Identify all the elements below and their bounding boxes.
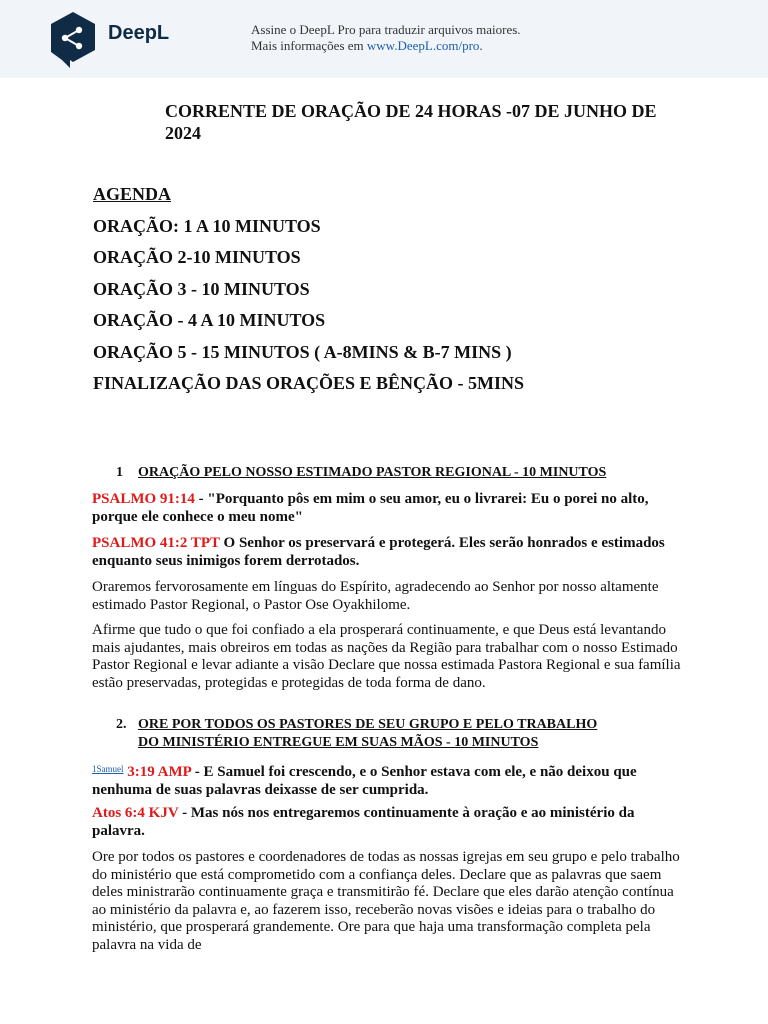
- banner-line-2-suffix: .: [479, 38, 483, 53]
- agenda: [93, 183, 524, 394]
- section-1-verse-1: [92, 491, 682, 526]
- verse-text: - Mas nós nos entregaremos continuamente à oração e ao ministério da palavra.: [92, 805, 635, 839]
- banner-line-2: [251, 38, 521, 54]
- section-2-verse-1: [92, 761, 682, 799]
- section-1-heading: [116, 464, 606, 482]
- section-2-paragraph-1: Ore por todos os pastores e coordenadores de todas as nossas igrejas em seu grupo e pelo trabalho do ministério que está comprometido com a confiança deles. Declare que as palavras que saem deles ministrarão continuamente graça e transmitirão fé. Declare que eles darão atenção contínua ao ministério da palavra e, ao fazerem isso, receberão novas visões e ideias para o trabalho do ministério, que prosperará grandemente. Ore para que haja uma transformação completa pela palavra na vida de: [92, 849, 680, 953]
- section-2-heading: [116, 716, 597, 752]
- deepl-banner: [0, 0, 768, 78]
- verse-text: - "Porquanto pôs em mim o seu amor, eu o livrarei: Eu o porei no alto, porque ele conhece o meu nome": [92, 491, 649, 525]
- verse-reference: 3:19 AMP: [127, 764, 191, 780]
- bible-book-link[interactable]: 1Samuel: [92, 764, 124, 774]
- banner-note: [251, 22, 521, 54]
- agenda-item: ORAÇÃO 3 - 10 MINUTOS: [93, 278, 310, 299]
- agenda-item: ORAÇÃO: 1 A 10 MINUTOS: [93, 215, 321, 236]
- banner-line-1: Assine o DeepL Pro para traduzir arquivos maiores.: [251, 22, 521, 37]
- section-1-verse-2: [92, 535, 682, 570]
- agenda-heading: AGENDA: [93, 184, 172, 204]
- deepl-pro-link[interactable]: www.DeepL.com/pro: [366, 38, 480, 53]
- section-1-title: ORAÇÃO PELO NOSSO ESTIMADO PASTOR REGIONAL - 10 MINUTOS: [138, 465, 607, 480]
- verse-text: - E Samuel foi crescendo, e o Senhor estava com ele, e não deixou que nenhuma de suas palavras deixasse de ser cumprida.: [92, 764, 637, 798]
- section-2-title: [138, 716, 597, 752]
- banner-line-2-prefix: Mais informações em: [251, 38, 367, 53]
- section-2-title-line-2: DO MINISTÉRIO ENTREGUE EM SUAS MÃOS - 10 MINUTOS: [138, 735, 539, 750]
- verse-reference: Atos 6:4 KJV: [92, 805, 179, 821]
- verse-reference: PSALMO 91:14: [92, 491, 195, 507]
- agenda-item: ORAÇÃO - 4 A 10 MINUTOS: [93, 310, 326, 330]
- verse-text: O Senhor os preservará e protegerá. Eles serão honrados e estimados enquanto seus inimigos forem derrotados.: [92, 535, 665, 569]
- deepl-logo-icon[interactable]: [48, 10, 98, 68]
- agenda-item: FINALIZAÇÃO DAS ORAÇÕES E BÊNÇÃO - 5MINS: [93, 373, 525, 393]
- section-2-title-line-1: ORE POR TODOS OS PASTORES DE SEU GRUPO E PELO TRABALHO: [138, 717, 598, 732]
- agenda-item: ORAÇÃO 2-10 MINUTOS: [93, 247, 301, 267]
- section-1-paragraph-2: Afirme que tudo o que foi confiado a ela prosperará continuamente, e que Deus está levantando mais ajudantes, mais obreiros em todas as nações da Região para trabalhar com o nosso Estimado Pastor Regional e levar adiante a visão Declare que nossa estimada Pastora Regional e sua família estão preservadas, protegidas e protegidas de toda forma de dano.: [92, 622, 681, 691]
- section-1-paragraph-1: Oraremos fervorosamente em línguas do Espírito, agradecendo ao Senhor por nosso altamente estimado Pastor Regional, o Pastor Ose Oyakhilome.: [92, 579, 659, 613]
- deepl-logo-text[interactable]: DeepL: [108, 22, 170, 44]
- section-1-number: 1: [116, 465, 123, 480]
- section-2-verse-2: [92, 805, 682, 840]
- document-title: CORRENTE DE ORAÇÃO DE 24 HORAS -07 DE JUNHO DE 2024: [165, 101, 657, 143]
- agenda-item: ORAÇÃO 5 - 15 MINUTOS ( A-8MINS & B-7 MINS ): [93, 341, 512, 362]
- verse-reference: PSALMO 41:2 TPT: [92, 535, 220, 551]
- section-2-number: 2.: [116, 717, 127, 732]
